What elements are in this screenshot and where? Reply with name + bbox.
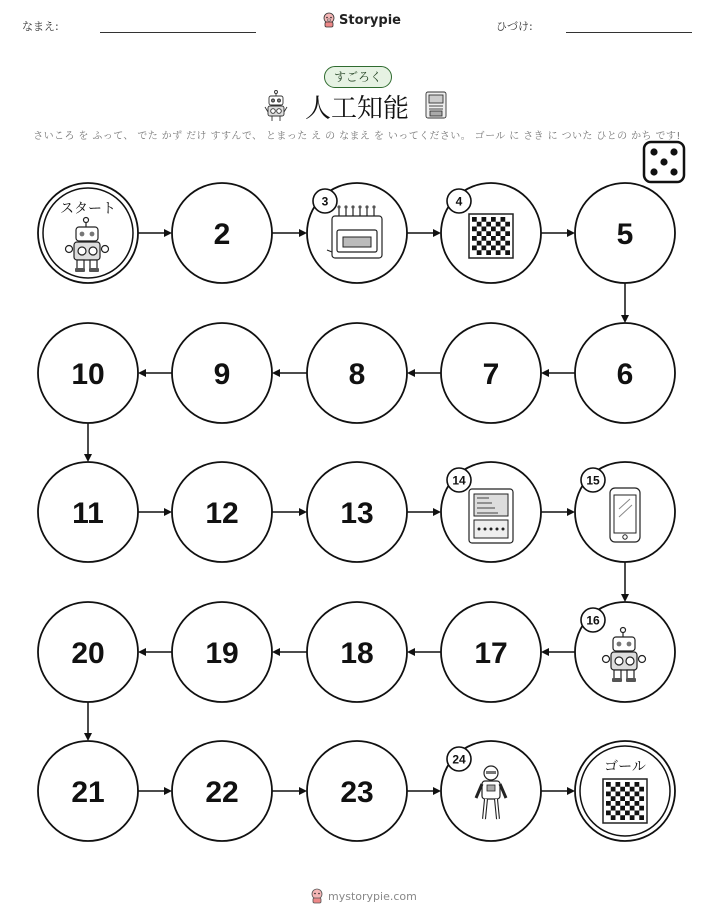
board-space[interactable] [441, 183, 541, 283]
path-arrow [272, 787, 307, 795]
space-number: 17 [474, 637, 508, 670]
space-number: 5 [616, 218, 634, 251]
space-number: 9 [213, 358, 231, 391]
board-space[interactable] [575, 602, 675, 702]
board-space[interactable] [172, 462, 272, 562]
space-number: 23 [340, 776, 374, 809]
smartphone-icon [610, 488, 640, 542]
chessboard-icon [603, 779, 647, 823]
space-number-badge: 14 [452, 473, 466, 488]
space-number: 19 [205, 637, 239, 670]
board-space[interactable] [307, 602, 407, 702]
space-number: 7 [482, 358, 500, 391]
path-arrow [407, 369, 441, 377]
board-space[interactable] [441, 741, 541, 841]
board-space[interactable] [38, 462, 138, 562]
space-number-badge: 16 [586, 613, 600, 628]
board-space[interactable] [575, 462, 675, 562]
path-arrow [272, 648, 307, 656]
path-arrow [138, 787, 172, 795]
space-number: 8 [348, 358, 366, 391]
path-arrow [621, 562, 629, 602]
space-number: 10 [71, 358, 105, 391]
footer [310, 888, 417, 904]
path-arrow [272, 369, 307, 377]
path-arrow [138, 648, 172, 656]
board-space[interactable] [172, 183, 272, 283]
path-arrow [541, 787, 575, 795]
game-type-badge: すごろく [324, 66, 392, 88]
board-space[interactable] [307, 323, 407, 423]
path-arrow [272, 229, 307, 237]
board-space[interactable] [307, 183, 407, 283]
board-space[interactable] [307, 462, 407, 562]
path-arrow [621, 283, 629, 323]
space-number: 11 [72, 497, 104, 530]
supercomputer-icon [469, 489, 513, 543]
space-label: スタート [60, 201, 116, 217]
dice-icon [644, 142, 684, 182]
path-arrow [84, 702, 92, 741]
space-number: 22 [205, 776, 239, 809]
chessboard-icon [469, 214, 513, 258]
board-space[interactable] [172, 323, 272, 423]
space-number-badge: 4 [455, 194, 463, 209]
path-arrow [541, 508, 575, 516]
brand-name: Storypie [339, 12, 401, 28]
space-number: 20 [71, 637, 105, 670]
footer-pig-icon [310, 888, 324, 904]
space-number: 2 [213, 218, 231, 251]
name-label: なまえ: [22, 20, 59, 33]
path-arrow [138, 369, 172, 377]
board-space[interactable] [38, 602, 138, 702]
footer-site[interactable]: mystorypie.com [328, 889, 417, 903]
space-label: ゴール [604, 759, 646, 775]
board-space[interactable] [38, 741, 138, 841]
board-space[interactable] [575, 323, 675, 423]
board-space[interactable] [441, 602, 541, 702]
goal-space[interactable] [575, 741, 675, 841]
path-arrow [84, 423, 92, 462]
path-arrow [407, 648, 441, 656]
path-arrow [541, 229, 575, 237]
space-number: 18 [340, 637, 374, 670]
board-space[interactable] [172, 602, 272, 702]
path-arrow [541, 369, 575, 377]
board-space[interactable] [38, 323, 138, 423]
start-space[interactable] [38, 183, 138, 283]
board-space[interactable] [441, 323, 541, 423]
space-number-badge: 24 [452, 752, 466, 767]
board-space[interactable] [307, 741, 407, 841]
board-space[interactable] [441, 462, 541, 562]
date-label: ひづけ: [496, 20, 533, 33]
space-number: 6 [616, 358, 634, 391]
path-arrow [541, 648, 575, 656]
board-space[interactable] [575, 183, 675, 283]
space-number: 21 [71, 776, 105, 809]
path-arrow [407, 229, 441, 237]
path-arrow [407, 508, 441, 516]
path-arrow [407, 787, 441, 795]
space-number: 13 [340, 497, 374, 530]
path-arrow [138, 508, 172, 516]
title-text: 人工知能 [304, 94, 409, 124]
board-space[interactable] [172, 741, 272, 841]
space-number-badge: 15 [586, 473, 600, 488]
space-number: 12 [205, 497, 239, 530]
path-arrow [138, 229, 172, 237]
path-arrow [272, 508, 307, 516]
space-number-badge: 3 [321, 194, 329, 209]
instructions-text: さいころ を ふって、 でた かず だけ すすんで、 とまった え の なまえ を いってください。 ゴール に さき に ついた ひとの かち です! [33, 131, 681, 142]
